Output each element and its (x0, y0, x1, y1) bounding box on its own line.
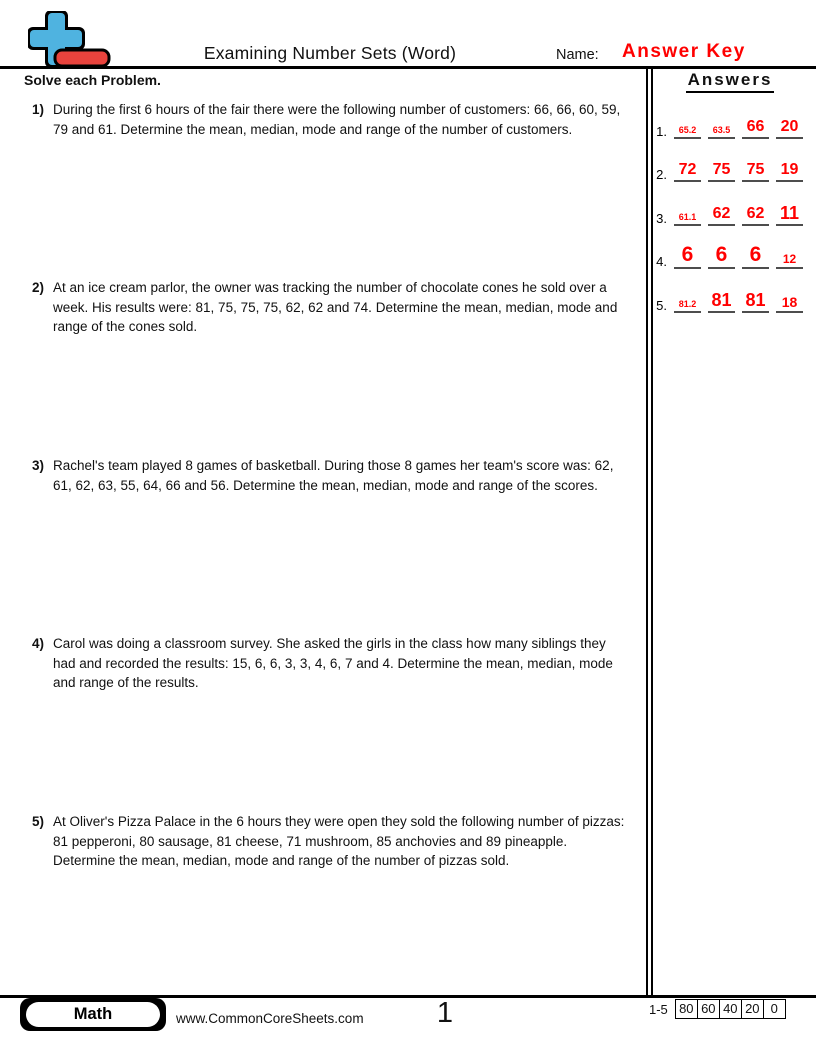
name-label: Name: (556, 47, 599, 63)
answer-row-5 (652, 289, 804, 313)
answer-blank-mode (742, 291, 769, 313)
problem-number: 2) (31, 280, 44, 295)
problem-item-4 (26, 634, 626, 693)
answer-value: 61.1 (678, 212, 697, 222)
answer-row-number: 5. (656, 298, 667, 313)
score-cell: 60 (697, 1000, 719, 1018)
subject-badge (20, 998, 166, 1031)
score-boxes (675, 999, 786, 1019)
problem-text: During the first 6 hours of the fair there were the following number of customers: 66, 66, 60, 59, 79 and 61. Determine the mean, median, mode and range of the number of customers. (53, 102, 621, 137)
problem-number: 3) (31, 458, 44, 473)
problem-item-3 (26, 456, 626, 495)
subject-badge-label: Math (73, 1005, 113, 1023)
page-number: 1 (436, 997, 454, 1029)
answer-value: 6 (749, 243, 762, 266)
answer-blank-mean (674, 300, 701, 313)
answer-value: 81 (745, 290, 766, 310)
answer-value: 12 (782, 252, 797, 266)
answer-key-value: Answer Key (622, 41, 746, 62)
answer-value: 81.2 (678, 299, 697, 309)
answer-value: 20 (780, 118, 799, 135)
answer-value: 72 (678, 161, 697, 178)
answer-blank-range (776, 295, 803, 313)
answer-row-2 (652, 158, 804, 182)
answer-blank-mode (742, 206, 769, 226)
answer-value: 66 (746, 118, 765, 135)
answer-value: 75 (712, 161, 731, 178)
answer-blank-median (708, 244, 735, 269)
commoncoresheets-logo-icon (28, 11, 112, 69)
answer-value: 62 (712, 205, 731, 222)
answers-header (655, 70, 805, 93)
answer-value: 65.2 (678, 125, 697, 135)
answer-value: 63.5 (712, 125, 731, 135)
minus-icon (55, 50, 109, 66)
answer-blank-range (776, 204, 803, 226)
problem-text: Rachel's team played 8 games of basketball. During those 8 games her team's score was: 62, 61, 62, 63, 55, 64, 66 and 56. Determine the mean, median, mode and range of the scores. (53, 458, 614, 493)
score-range-label: 1-5 (649, 1001, 668, 1017)
problem-item-2 (26, 278, 626, 337)
problem-number: 1) (31, 102, 44, 117)
problem-item-1 (26, 100, 626, 139)
answer-blank-mode (742, 119, 769, 139)
answer-blank-median (708, 206, 735, 226)
answer-blank-median (708, 162, 735, 182)
answer-value: 81 (711, 290, 732, 310)
problem-item-5 (26, 812, 626, 871)
problem-text: At Oliver's Pizza Palace in the 6 hours they were open they sold the following number of pizzas: 81 pepperoni, 80 sausage, 81 cheese, 71 mushroom, 85 anchovies and 89 pineapple. Determine the mean, median, mode and range of the number of pizzas sold. (53, 814, 625, 868)
answer-blank-mode (742, 244, 769, 269)
answer-value: 6 (715, 243, 728, 266)
score-cell: 20 (741, 1000, 763, 1018)
problem-number: 5) (31, 814, 44, 829)
answer-row-4 (652, 245, 804, 269)
answer-blank-mean (674, 244, 701, 269)
answer-row-1 (652, 115, 804, 139)
answer-value: 75 (746, 161, 765, 178)
answer-blank-range (776, 253, 803, 269)
answer-value: 19 (780, 161, 799, 178)
answer-blank-range (776, 119, 803, 139)
header-divider-line (0, 66, 816, 69)
answer-value: 62 (746, 205, 765, 222)
score-cell: 40 (719, 1000, 741, 1018)
answer-blank-median (708, 291, 735, 313)
answer-row-number: 1. (656, 124, 667, 139)
score-cell: 0 (763, 1000, 785, 1018)
answer-value: 18 (781, 294, 798, 310)
answer-blank-median (708, 126, 735, 139)
answer-row-number: 2. (656, 167, 667, 182)
answer-blank-mean (674, 213, 701, 226)
answer-blank-mode (742, 162, 769, 182)
answers-header-label: Answers (686, 70, 775, 93)
problem-text: Carol was doing a classroom survey. She asked the girls in the class how many siblings they had and recorded the results: 15, 6, 6, 3, 3, 4, 6, 7 and 4. Determine the mean, median, mode and range of the results. (53, 636, 613, 690)
problem-number: 4) (31, 636, 44, 651)
website-url: www.CommonCoreSheets.com (176, 1011, 364, 1026)
page-title: Examining Number Sets (Word) (203, 43, 457, 63)
answer-blank-mean (674, 162, 701, 182)
score-cell: 80 (679, 1001, 694, 1016)
instructions-text: Solve each Problem. (24, 72, 161, 88)
answer-value: 11 (779, 203, 800, 223)
problem-text: At an ice cream parlor, the owner was tracking the number of chocolate cones he sold over a week. His results were: 81, 75, 75, 75, 62, 62 and 74. Determine the mean, median, mode and range of the cones sold. (53, 280, 618, 334)
answer-row-number: 3. (656, 211, 667, 226)
answer-row-number: 4. (656, 254, 667, 269)
subject-badge-pill (26, 1002, 160, 1027)
score-strip (649, 999, 786, 1019)
answer-row-3 (652, 202, 804, 226)
answer-blank-mean (674, 126, 701, 139)
answer-blank-range (776, 162, 803, 182)
answer-value: 6 (681, 243, 694, 266)
